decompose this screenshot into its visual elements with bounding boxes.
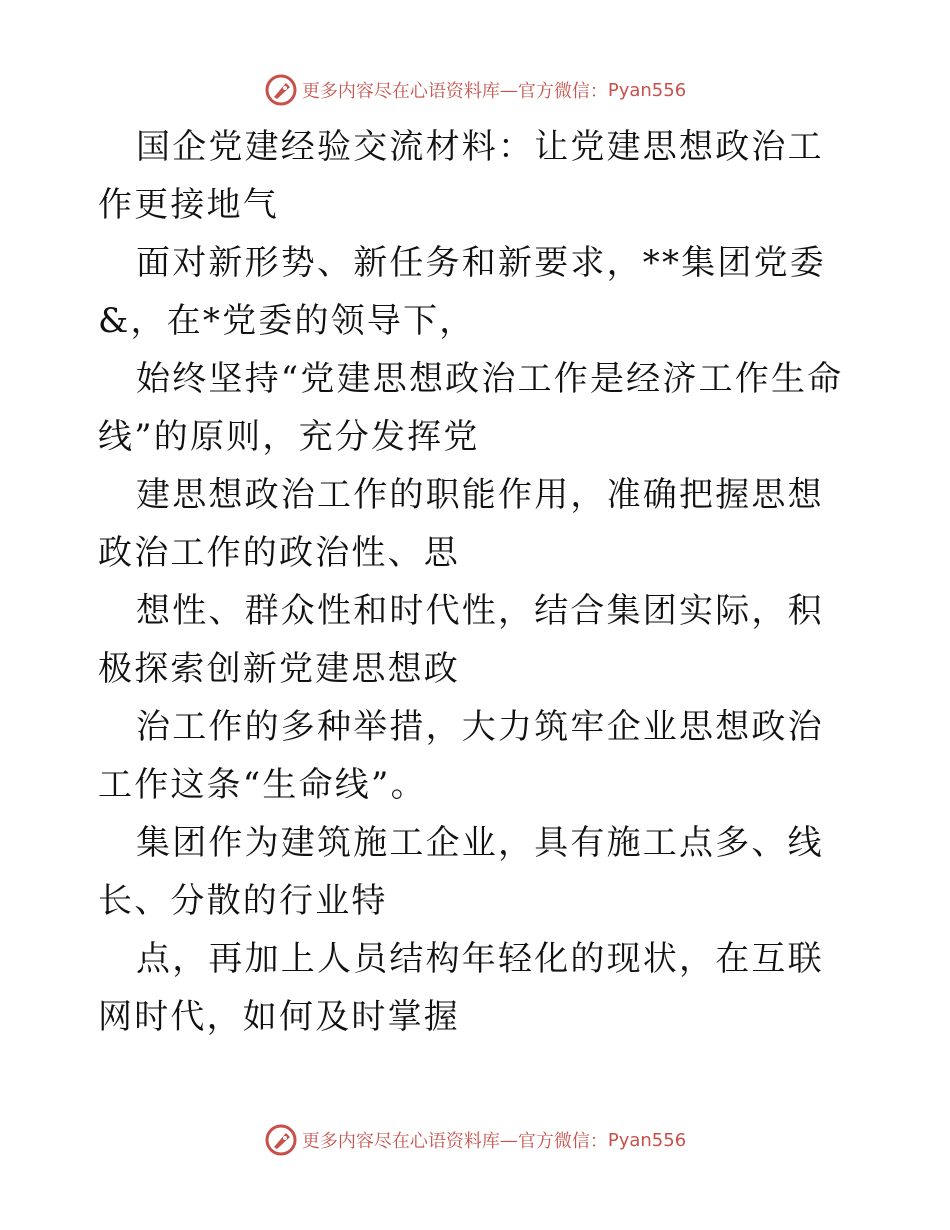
paragraph: 始终坚持“党建思想政治工作是经济工作生命线”的原则，充分发挥党 (98, 359, 844, 457)
watermark-contact: 官方微信： (517, 81, 608, 102)
watermark-account: Pyan556 (607, 1129, 687, 1151)
watermark-separator: — (499, 79, 518, 101)
watermark-account: Pyan556 (607, 79, 687, 101)
footer-watermark (0, 1120, 950, 1160)
paragraph: 想性、群众性和时代性，结合集团实际，积极探索创新党建思想政 (98, 591, 824, 689)
watermark-text: 更多内容尽在心语资料库 (301, 1131, 500, 1152)
paragraph: 建思想政治工作的职能作用，准确把握思想政治工作的政治性、思 (98, 475, 824, 573)
document-body (98, 118, 858, 1046)
pen-tip-logo-icon (264, 1123, 298, 1157)
header-watermark (0, 70, 950, 110)
paragraph: 国企党建经验交流材料：让党建思想政治工作更接地气 (98, 127, 824, 225)
watermark-separator: — (499, 1129, 518, 1151)
paragraph: 点，再加上人员结构年轻化的现状，在互联网时代，如何及时掌握 (98, 939, 824, 1037)
paragraph: 治工作的多种举措，大力筑牢企业思想政治工作这条“生命线”。 (98, 707, 824, 805)
pen-tip-logo-icon (264, 73, 298, 107)
watermark-contact: 官方微信： (517, 1131, 608, 1152)
paragraph: 集团作为建筑施工企业，具有施工点多、线长、分散的行业特 (98, 823, 824, 921)
watermark-text: 更多内容尽在心语资料库 (301, 81, 500, 102)
paragraph: 面对新形势、新任务和新要求，**集团党委&，在*党委的领导下， (98, 243, 826, 341)
